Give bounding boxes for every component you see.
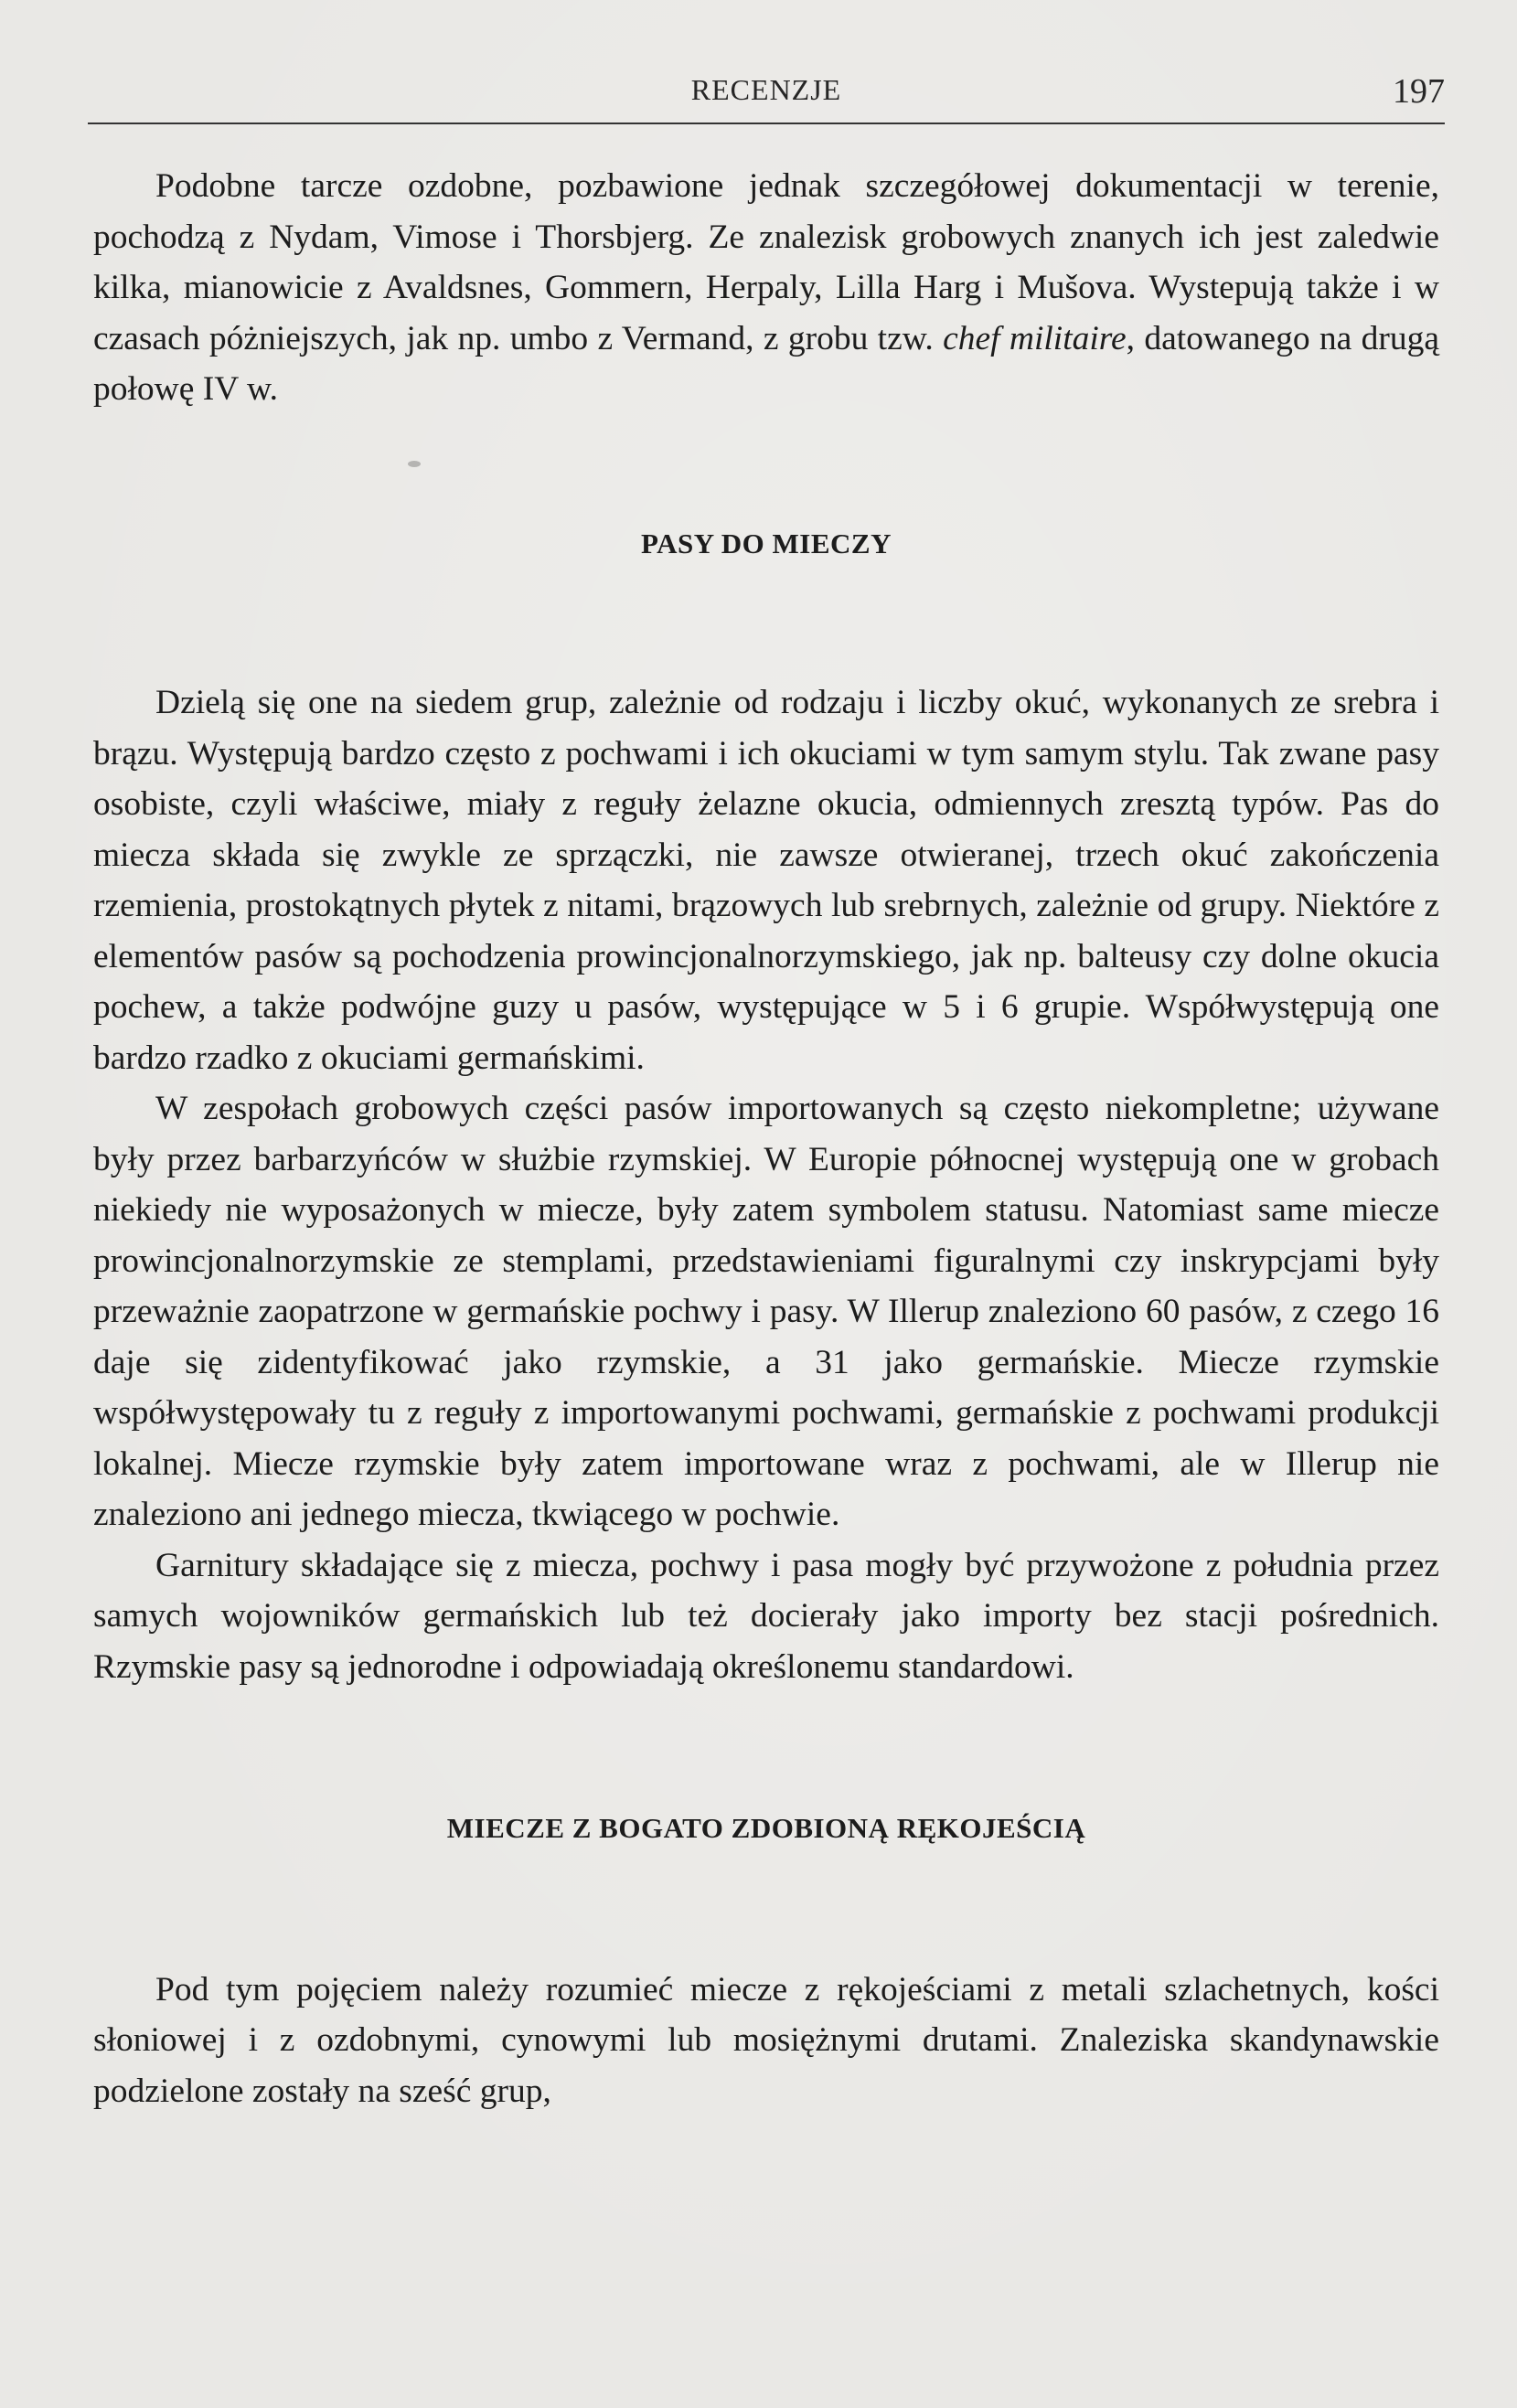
paragraph-1-italic-term: chef militaire (943, 319, 1127, 357)
paragraph-4: Garnitury składające się z miecza, pochwy i pasa mogły być przywożone z południa przez samych wojowników germańskich lub też docierały jako importy bez stacji pośrednich. Rzymskie pasy są jednorodne i odpowiadają określonemu standardowi. (93, 1546, 1439, 1686)
page-number: 197 (1393, 72, 1445, 111)
paragraph-3: W zespołach grobowych części pasów importowanych są często niekompletne; używane były przez barbarzyńców w służbie rzymskiej. W Europie północnej występują one w grobach niekiedy nie wyposażonych w miecze, były zatem symbolem statusu. Natomiast same miecze prowincjonalnorzymskie ze stemplami, przedstawieniami figuralnymi czy inskrypcjami były przeważnie zaopatrzone w germańskie pochwy i pasy. W Illerup znaleziono 60 pasów, z czego 16 daje się zidentyfikować jako rzymskie, a 31 jako germańskie. Miecze rzymskie współwystępowały tu z reguły z importowanymi pochwami, germańskie z pochwami produkcji lokalnej. Miecze rzymskie były zatem importowane wraz z pochwami, ale w Illerup nie znaleziono ani jednego miecza, tkwiącego w pochwie. (93, 1090, 1439, 1533)
paragraph-1-text-b: , datowanego na drugą połowę IV w. (93, 319, 1440, 408)
paragraph-1 (93, 161, 1439, 415)
page-body (93, 161, 1439, 2116)
paragraph-5: Pod tym pojęciem należy rozumieć miecze z rękojeściami z metali szlachetnych, kości słoniowej i z ozdobnymi, cynowymi lub mosiężnymi drutami. Znaleziska skandynawskie podzielone zostały na sześć grup, (93, 1970, 1439, 2110)
page-header (88, 71, 1445, 124)
paragraph-2: Dzielą się one na siedem grup, zależnie od rodzaju i liczby okuć, wykonanych ze srebra i brązu. Występują bardzo często z pochwami i ich okuciami w tym samym stylu. Tak zwane pasy osobiste, czyli właściwe, miały z reguły żelazne okucia, odmiennych zresztą typów. Pas do miecza składa się zwykle ze sprzączki, nie zawsze otwieranej, trzech okuć zakończenia rzemienia, prostokątnych płytek z nitami, brązowych lub srebrnych, zależnie od grupy. Niektóre z elementów pasów są pochodzenia prowincjonalnorzymskiego, jak np. balteusy czy dolne okucia pochew, a także podwójne guzy u pasów, występujące w 5 i 6 grupie. Współwystępują one bardzo rzadko z okuciami germańskimi. (93, 684, 1439, 1077)
section-heading-miecze-z-bogato-zdobiona-rekojescia: MIECZE Z BOGATO ZDOBIONĄ RĘKOJEŚCIĄ (446, 1812, 1086, 1844)
scan-smudge (408, 461, 421, 467)
section-heading-pasy-do-mieczy: PASY DO MIECZY (641, 527, 892, 559)
paragraph-1-text-a: Podobne tarcze ozdobne, pozbawione jednak szczegółowej dokumentacji w terenie, pochodzą z Nydam, Vimose i Thorsbjerg. Ze znalezisk grobowych znanych ich jest zaledwie kilka, mianowicie z Avaldsnes, Gommern, Herpaly, Lilla Harg i Mušova. Wystepują także i w czasach póżniejszych, jak np. umbo z Vermand, z grobu tzw. (93, 167, 1439, 357)
running-head: RECENZJE (690, 73, 842, 106)
